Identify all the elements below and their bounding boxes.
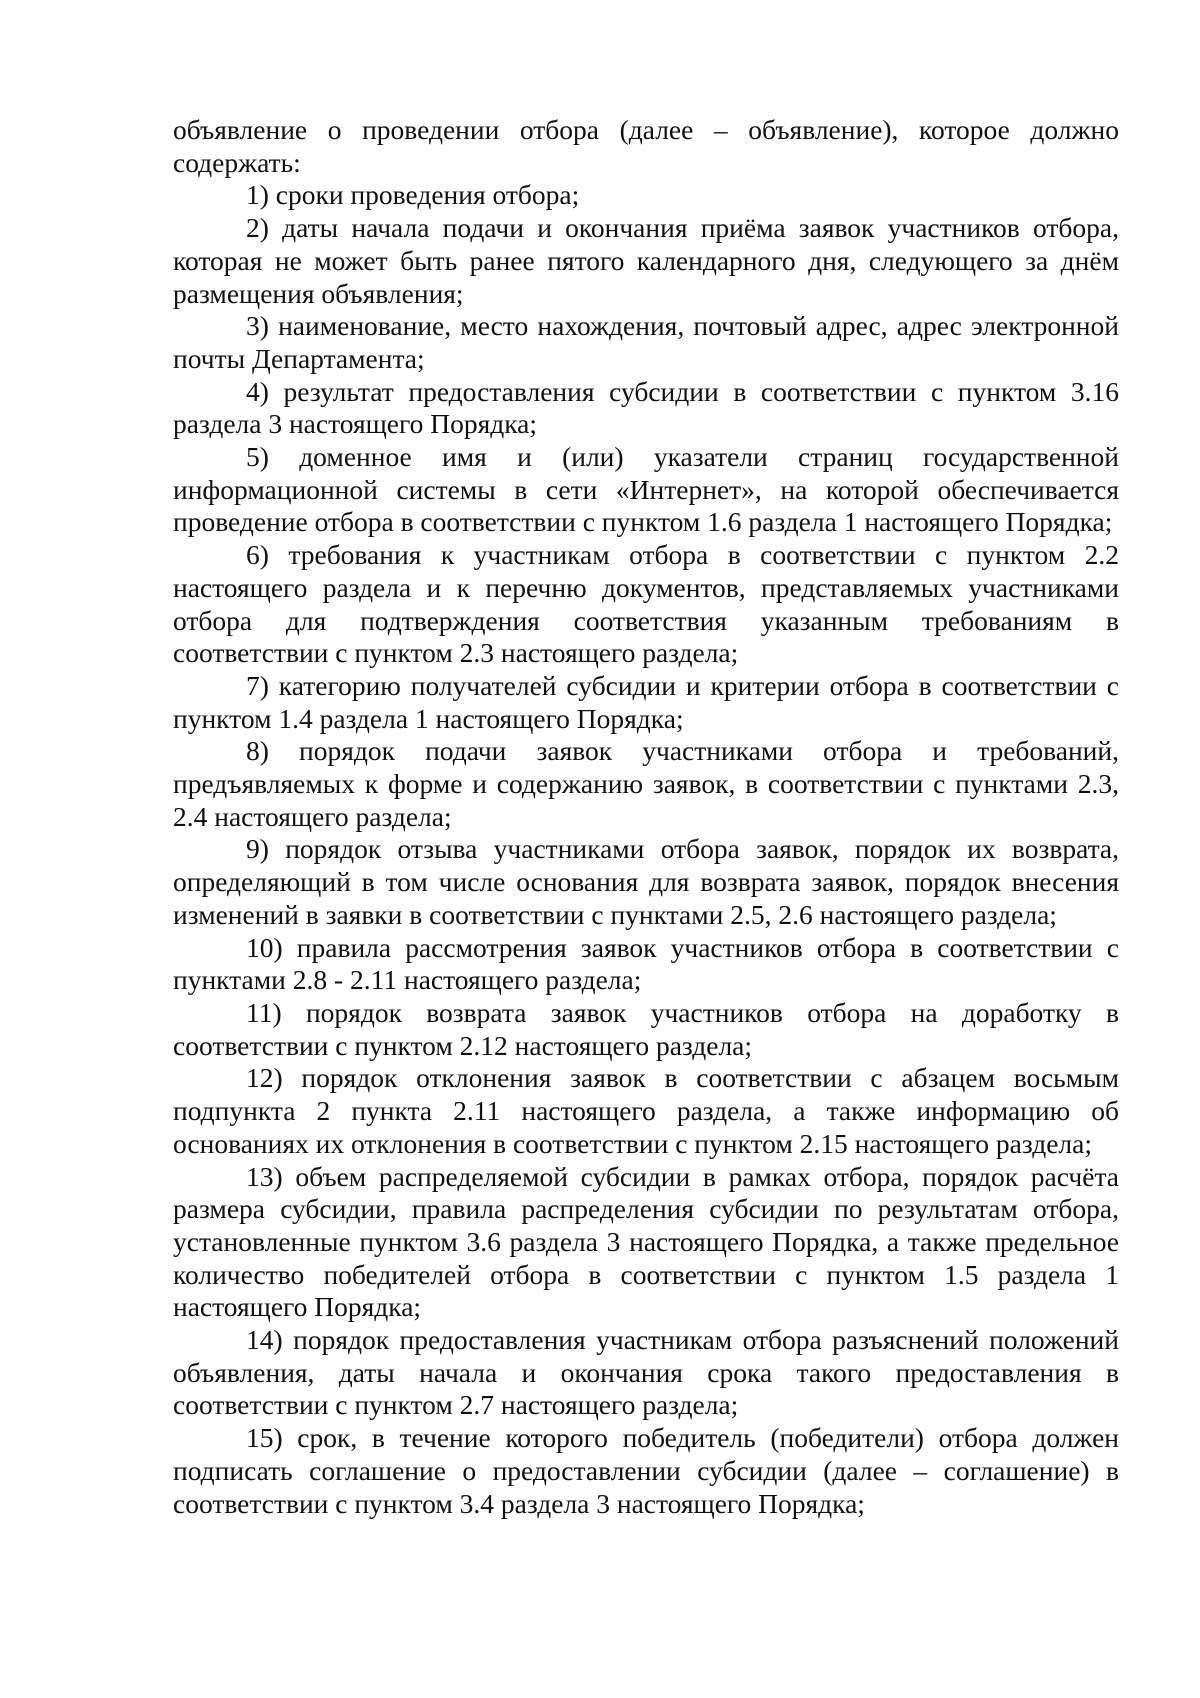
list-item: 3) наименование, место нахождения, почтовый адрес, адрес электронной почты Департамента; <box>173 310 1119 374</box>
intro-paragraph: объявление о проведении отбора (далее – объявление), которое должно содержать: <box>173 114 1119 178</box>
list-item: 5) доменное имя и (или) указатели страниц государственной информационной системы в сети «Интернет», на которой обеспечивается проведение отбора в соответствии с пунктом 1.6 раздела 1 настоящего Порядка; <box>173 441 1119 538</box>
list-item: 6) требования к участникам отбора в соответствии с пунктом 2.2 настоящего раздела и к перечню документов, представляемых участниками отбора для подтверждения соответствия указанным требованиям в соответствии с пунктом 2.3 настоящего раздела; <box>173 539 1119 669</box>
list-item: 2) даты начала подачи и окончания приёма заявок участников отбора, которая не может быть ранее пятого календарного дня, следующего за днём размещения объявления; <box>173 212 1119 309</box>
document-page <box>173 114 1119 1520</box>
list-item: 13) объем распределяемой субсидии в рамках отбора, порядок расчёта размера субсидии, правила распределения субсидии по результатам отбора, установленные пунктом 3.6 раздела 3 настоящего Порядка, а также предельное количество победителей отбора в соответствии с пунктом 1.5 раздела 1 настоящего Порядка; <box>173 1160 1119 1323</box>
list-item: 12) порядок отклонения заявок в соответствии с абзацем восьмым подпункта 2 пункта 2.11 настоящего раздела, а также информацию об основаниях их отклонения в соответствии с пунктом 2.15 настоящего раздела; <box>173 1062 1119 1159</box>
list-item: 7) категорию получателей субсидии и критерии отбора в соответствии с пунктом 1.4 раздела 1 настоящего Порядка; <box>173 669 1119 734</box>
list-item: 4) результат предоставления субсидии в соответствии с пунктом 3.16 раздела 3 настоящего Порядка; <box>173 375 1119 440</box>
list-item: 1) сроки проведения отбора; <box>246 179 580 211</box>
list-item: 8) порядок подачи заявок участниками отбора и требований, предъявляемых к форме и содержанию заявок, в соответствии с пунктами 2.3, 2.4 настоящего раздела; <box>173 735 1119 832</box>
list-item: 10) правила рассмотрения заявок участников отбора в соответствии с пунктами 2.8 - 2.11 настоящего раздела; <box>173 931 1119 996</box>
list-item: 14) порядок предоставления участникам отбора разъяснений положений объявления, даты начала и окончания срока такого предоставления в соответствии с пунктом 2.7 настоящего раздела; <box>173 1324 1119 1421</box>
list-item: 15) срок, в течение которого победитель (победители) отбора должен подписать соглашение о предоставлении субсидии (далее – соглашение) в соответствии с пунктом 3.4 раздела 3 настоящего Порядка; <box>173 1422 1119 1519</box>
list-item: 9) порядок отзыва участниками отбора заявок, порядок их возврата, определяющий в том числе основания для возврата заявок, порядок внесения изменений в заявки в соответствии с пунктами 2.5, 2.6 настоящего раздела; <box>173 833 1119 930</box>
list-item: 11) порядок возврата заявок участников отбора на доработку в соответствии с пунктом 2.12 настоящего раздела; <box>173 996 1119 1061</box>
